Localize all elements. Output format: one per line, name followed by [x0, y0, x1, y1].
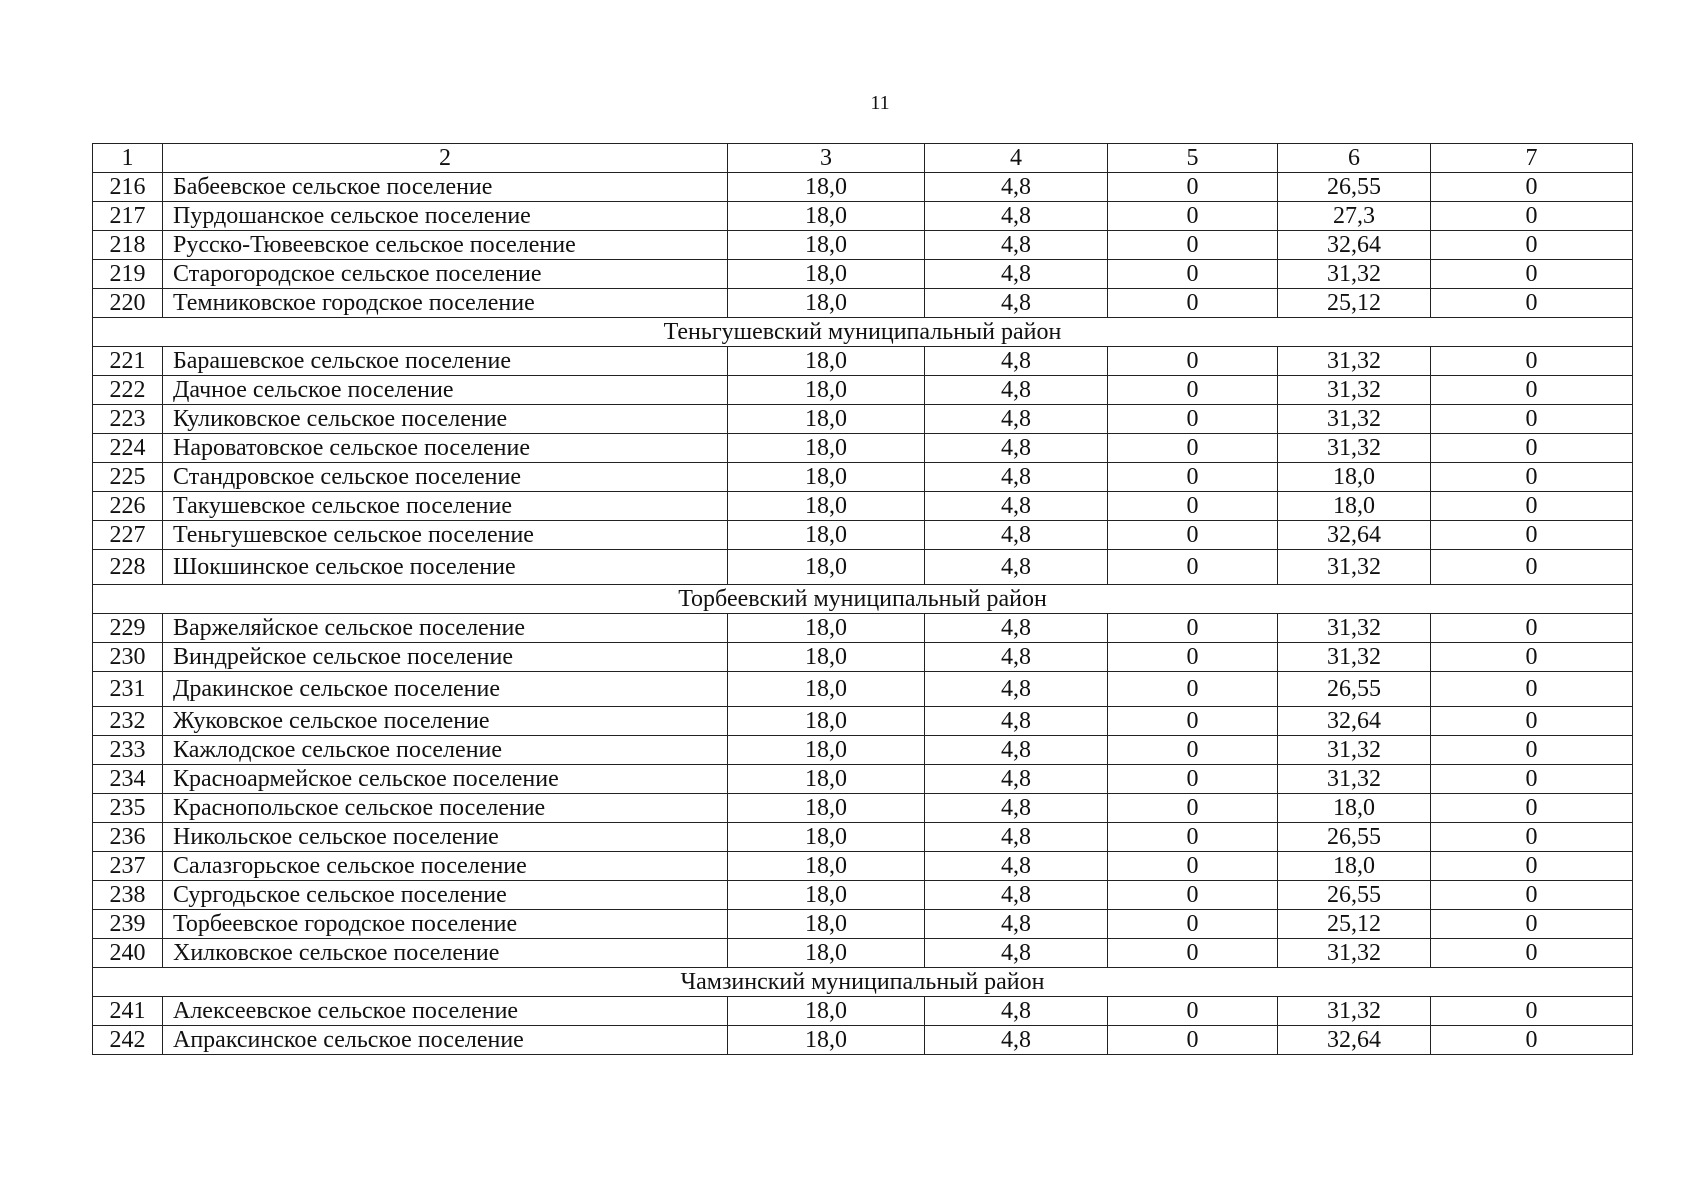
- value-cell-3: 18,0: [728, 173, 925, 202]
- value-cell-7: 0: [1431, 492, 1633, 521]
- value-cell-4: 4,8: [925, 852, 1108, 881]
- value-cell-7: 0: [1431, 231, 1633, 260]
- row-number-cell: 236: [93, 823, 163, 852]
- value-cell-7: 0: [1431, 881, 1633, 910]
- value-cell-5: 0: [1108, 1026, 1278, 1055]
- value-cell-6: 26,55: [1278, 881, 1431, 910]
- row-number-cell: 225: [93, 463, 163, 492]
- row-number-cell: 226: [93, 492, 163, 521]
- value-cell-6: 32,64: [1278, 707, 1431, 736]
- value-cell-7: 0: [1431, 434, 1633, 463]
- settlement-name-cell: Стандровское сельское поселение: [163, 463, 728, 492]
- value-cell-6: 26,55: [1278, 823, 1431, 852]
- header-cell: 6: [1278, 144, 1431, 173]
- value-cell-3: 18,0: [728, 997, 925, 1026]
- value-cell-5: 0: [1108, 492, 1278, 521]
- value-cell-3: 18,0: [728, 852, 925, 881]
- value-cell-5: 0: [1108, 376, 1278, 405]
- value-cell-4: 4,8: [925, 794, 1108, 823]
- value-cell-4: 4,8: [925, 173, 1108, 202]
- value-cell-4: 4,8: [925, 550, 1108, 585]
- table-row: [93, 997, 1633, 1026]
- district-row: [93, 968, 1633, 997]
- row-number-cell: 218: [93, 231, 163, 260]
- value-cell-3: 18,0: [728, 881, 925, 910]
- settlement-name-cell: Русско-Тювеевское сельское поселение: [163, 231, 728, 260]
- row-number-cell: 220: [93, 289, 163, 318]
- value-cell-3: 18,0: [728, 550, 925, 585]
- table-row: [93, 643, 1633, 672]
- table-row: [93, 765, 1633, 794]
- value-cell-5: 0: [1108, 852, 1278, 881]
- value-cell-5: 0: [1108, 260, 1278, 289]
- data-table: [92, 143, 1633, 1055]
- value-cell-7: 0: [1431, 823, 1633, 852]
- value-cell-7: 0: [1431, 1026, 1633, 1055]
- row-number-cell: 230: [93, 643, 163, 672]
- value-cell-3: 18,0: [728, 1026, 925, 1055]
- value-cell-6: 27,3: [1278, 202, 1431, 231]
- header-cell: 2: [163, 144, 728, 173]
- table-row: [93, 910, 1633, 939]
- value-cell-4: 4,8: [925, 289, 1108, 318]
- value-cell-6: 25,12: [1278, 289, 1431, 318]
- value-cell-6: 31,32: [1278, 765, 1431, 794]
- value-cell-7: 0: [1431, 939, 1633, 968]
- settlement-name-cell: Барашевское сельское поселение: [163, 347, 728, 376]
- value-cell-4: 4,8: [925, 707, 1108, 736]
- value-cell-7: 0: [1431, 202, 1633, 231]
- settlement-name-cell: Алексеевское сельское поселение: [163, 997, 728, 1026]
- table-row: [93, 881, 1633, 910]
- value-cell-4: 4,8: [925, 939, 1108, 968]
- row-number-cell: 222: [93, 376, 163, 405]
- value-cell-7: 0: [1431, 736, 1633, 765]
- value-cell-7: 0: [1431, 260, 1633, 289]
- value-cell-3: 18,0: [728, 910, 925, 939]
- value-cell-5: 0: [1108, 434, 1278, 463]
- value-cell-4: 4,8: [925, 376, 1108, 405]
- settlement-name-cell: Апраксинское сельское поселение: [163, 1026, 728, 1055]
- settlement-name-cell: Дачное сельское поселение: [163, 376, 728, 405]
- table-row: [93, 707, 1633, 736]
- district-row: [93, 318, 1633, 347]
- row-number-cell: 231: [93, 672, 163, 707]
- table-row: [93, 289, 1633, 318]
- value-cell-6: 31,32: [1278, 997, 1431, 1026]
- value-cell-5: 0: [1108, 707, 1278, 736]
- row-number-cell: 233: [93, 736, 163, 765]
- value-cell-7: 0: [1431, 765, 1633, 794]
- row-number-cell: 241: [93, 997, 163, 1026]
- value-cell-6: 18,0: [1278, 852, 1431, 881]
- table-row: [93, 231, 1633, 260]
- value-cell-5: 0: [1108, 550, 1278, 585]
- value-cell-3: 18,0: [728, 376, 925, 405]
- header-cell: 4: [925, 144, 1108, 173]
- row-number-cell: 223: [93, 405, 163, 434]
- value-cell-4: 4,8: [925, 231, 1108, 260]
- row-number-cell: 219: [93, 260, 163, 289]
- value-cell-7: 0: [1431, 521, 1633, 550]
- table-row: [93, 939, 1633, 968]
- page-number: 11: [870, 92, 890, 114]
- header-row: [93, 144, 1633, 173]
- value-cell-7: 0: [1431, 347, 1633, 376]
- value-cell-6: 32,64: [1278, 521, 1431, 550]
- value-cell-5: 0: [1108, 347, 1278, 376]
- value-cell-5: 0: [1108, 173, 1278, 202]
- value-cell-7: 0: [1431, 794, 1633, 823]
- header-cell: 7: [1431, 144, 1633, 173]
- value-cell-5: 0: [1108, 231, 1278, 260]
- row-number-cell: 228: [93, 550, 163, 585]
- value-cell-6: 31,32: [1278, 939, 1431, 968]
- row-number-cell: 232: [93, 707, 163, 736]
- value-cell-6: 31,32: [1278, 643, 1431, 672]
- table-row: [93, 672, 1633, 707]
- value-cell-3: 18,0: [728, 823, 925, 852]
- value-cell-7: 0: [1431, 997, 1633, 1026]
- value-cell-4: 4,8: [925, 910, 1108, 939]
- table-row: [93, 736, 1633, 765]
- value-cell-3: 18,0: [728, 405, 925, 434]
- settlement-name-cell: Бабеевское сельское поселение: [163, 173, 728, 202]
- row-number-cell: 216: [93, 173, 163, 202]
- row-number-cell: 238: [93, 881, 163, 910]
- value-cell-6: 31,32: [1278, 614, 1431, 643]
- row-number-cell: 229: [93, 614, 163, 643]
- value-cell-6: 31,32: [1278, 260, 1431, 289]
- value-cell-7: 0: [1431, 173, 1633, 202]
- table-row: [93, 614, 1633, 643]
- value-cell-4: 4,8: [925, 463, 1108, 492]
- value-cell-6: 31,32: [1278, 405, 1431, 434]
- value-cell-5: 0: [1108, 614, 1278, 643]
- table-row: [93, 260, 1633, 289]
- value-cell-4: 4,8: [925, 492, 1108, 521]
- settlement-name-cell: Старогородское сельское поселение: [163, 260, 728, 289]
- settlement-name-cell: Виндрейское сельское поселение: [163, 643, 728, 672]
- table-row: [93, 463, 1633, 492]
- value-cell-6: 31,32: [1278, 434, 1431, 463]
- settlement-name-cell: Красноармейское сельское поселение: [163, 765, 728, 794]
- table-row: [93, 852, 1633, 881]
- value-cell-3: 18,0: [728, 434, 925, 463]
- table-row: [93, 202, 1633, 231]
- value-cell-7: 0: [1431, 550, 1633, 585]
- value-cell-5: 0: [1108, 672, 1278, 707]
- settlement-name-cell: Краснопольское сельское поселение: [163, 794, 728, 823]
- row-number-cell: 227: [93, 521, 163, 550]
- row-number-cell: 235: [93, 794, 163, 823]
- value-cell-6: 18,0: [1278, 463, 1431, 492]
- value-cell-7: 0: [1431, 852, 1633, 881]
- row-number-cell: 237: [93, 852, 163, 881]
- value-cell-3: 18,0: [728, 202, 925, 231]
- settlement-name-cell: Жуковское сельское поселение: [163, 707, 728, 736]
- table-row: [93, 794, 1633, 823]
- value-cell-4: 4,8: [925, 765, 1108, 794]
- value-cell-6: 18,0: [1278, 794, 1431, 823]
- value-cell-6: 25,12: [1278, 910, 1431, 939]
- settlement-name-cell: Дракинское сельское поселение: [163, 672, 728, 707]
- value-cell-4: 4,8: [925, 672, 1108, 707]
- value-cell-3: 18,0: [728, 521, 925, 550]
- settlement-name-cell: Теньгушевское сельское поселение: [163, 521, 728, 550]
- value-cell-6: 31,32: [1278, 736, 1431, 765]
- value-cell-3: 18,0: [728, 231, 925, 260]
- value-cell-5: 0: [1108, 521, 1278, 550]
- value-cell-3: 18,0: [728, 347, 925, 376]
- table-row: [93, 550, 1633, 585]
- value-cell-5: 0: [1108, 939, 1278, 968]
- value-cell-3: 18,0: [728, 672, 925, 707]
- value-cell-5: 0: [1108, 463, 1278, 492]
- district-title: Теньгушевский муниципальный район: [93, 318, 1633, 347]
- value-cell-4: 4,8: [925, 643, 1108, 672]
- table-row: [93, 434, 1633, 463]
- settlement-name-cell: Варжеляйское сельское поселение: [163, 614, 728, 643]
- value-cell-7: 0: [1431, 463, 1633, 492]
- value-cell-3: 18,0: [728, 794, 925, 823]
- value-cell-5: 0: [1108, 823, 1278, 852]
- value-cell-4: 4,8: [925, 823, 1108, 852]
- value-cell-6: 31,32: [1278, 550, 1431, 585]
- table-row: [93, 521, 1633, 550]
- value-cell-7: 0: [1431, 614, 1633, 643]
- value-cell-7: 0: [1431, 376, 1633, 405]
- row-number-cell: 240: [93, 939, 163, 968]
- settlement-name-cell: Куликовское сельское поселение: [163, 405, 728, 434]
- value-cell-4: 4,8: [925, 347, 1108, 376]
- table-row: [93, 823, 1633, 852]
- value-cell-5: 0: [1108, 794, 1278, 823]
- value-cell-6: 18,0: [1278, 492, 1431, 521]
- district-title: Торбеевский муниципальный район: [93, 585, 1633, 614]
- header-cell: 5: [1108, 144, 1278, 173]
- value-cell-4: 4,8: [925, 405, 1108, 434]
- value-cell-4: 4,8: [925, 521, 1108, 550]
- value-cell-3: 18,0: [728, 736, 925, 765]
- table-row: [93, 405, 1633, 434]
- value-cell-4: 4,8: [925, 260, 1108, 289]
- header-cell: 3: [728, 144, 925, 173]
- settlement-name-cell: Такушевское сельское поселение: [163, 492, 728, 521]
- row-number-cell: 242: [93, 1026, 163, 1055]
- value-cell-6: 31,32: [1278, 376, 1431, 405]
- value-cell-4: 4,8: [925, 614, 1108, 643]
- table-row: [93, 492, 1633, 521]
- settlement-name-cell: Шокшинское сельское поселение: [163, 550, 728, 585]
- value-cell-6: 26,55: [1278, 672, 1431, 707]
- value-cell-4: 4,8: [925, 881, 1108, 910]
- value-cell-5: 0: [1108, 202, 1278, 231]
- row-number-cell: 234: [93, 765, 163, 794]
- table-row: [93, 1026, 1633, 1055]
- value-cell-3: 18,0: [728, 643, 925, 672]
- settlement-name-cell: Сургодьское сельское поселение: [163, 881, 728, 910]
- settlement-name-cell: Темниковское городское поселение: [163, 289, 728, 318]
- settlement-name-cell: Нароватовское сельское поселение: [163, 434, 728, 463]
- district-title: Чамзинский муниципальный район: [93, 968, 1633, 997]
- value-cell-3: 18,0: [728, 614, 925, 643]
- value-cell-4: 4,8: [925, 736, 1108, 765]
- settlement-name-cell: Никольское сельское поселение: [163, 823, 728, 852]
- value-cell-7: 0: [1431, 289, 1633, 318]
- settlement-name-cell: Торбеевское городское поселение: [163, 910, 728, 939]
- value-cell-5: 0: [1108, 405, 1278, 434]
- table-body: [93, 144, 1633, 1055]
- value-cell-5: 0: [1108, 765, 1278, 794]
- value-cell-3: 18,0: [728, 939, 925, 968]
- value-cell-6: 26,55: [1278, 173, 1431, 202]
- value-cell-7: 0: [1431, 910, 1633, 939]
- row-number-cell: 221: [93, 347, 163, 376]
- value-cell-5: 0: [1108, 289, 1278, 318]
- value-cell-4: 4,8: [925, 202, 1108, 231]
- value-cell-3: 18,0: [728, 492, 925, 521]
- value-cell-7: 0: [1431, 707, 1633, 736]
- value-cell-5: 0: [1108, 997, 1278, 1026]
- district-row: [93, 585, 1633, 614]
- value-cell-3: 18,0: [728, 260, 925, 289]
- value-cell-4: 4,8: [925, 997, 1108, 1026]
- row-number-cell: 224: [93, 434, 163, 463]
- table-row: [93, 347, 1633, 376]
- row-number-cell: 239: [93, 910, 163, 939]
- value-cell-5: 0: [1108, 910, 1278, 939]
- row-number-cell: 217: [93, 202, 163, 231]
- value-cell-3: 18,0: [728, 463, 925, 492]
- value-cell-7: 0: [1431, 405, 1633, 434]
- value-cell-5: 0: [1108, 881, 1278, 910]
- settlement-name-cell: Пурдошанское сельское поселение: [163, 202, 728, 231]
- value-cell-6: 32,64: [1278, 1026, 1431, 1055]
- value-cell-3: 18,0: [728, 289, 925, 318]
- table-row: [93, 376, 1633, 405]
- value-cell-4: 4,8: [925, 1026, 1108, 1055]
- value-cell-7: 0: [1431, 672, 1633, 707]
- settlement-name-cell: Салазгорьское сельское поселение: [163, 852, 728, 881]
- value-cell-3: 18,0: [728, 707, 925, 736]
- value-cell-5: 0: [1108, 736, 1278, 765]
- table-row: [93, 173, 1633, 202]
- value-cell-6: 31,32: [1278, 347, 1431, 376]
- value-cell-4: 4,8: [925, 434, 1108, 463]
- value-cell-7: 0: [1431, 643, 1633, 672]
- settlement-name-cell: Хилковское сельское поселение: [163, 939, 728, 968]
- value-cell-3: 18,0: [728, 765, 925, 794]
- header-cell: 1: [93, 144, 163, 173]
- settlement-name-cell: Кажлодское сельское поселение: [163, 736, 728, 765]
- value-cell-5: 0: [1108, 643, 1278, 672]
- value-cell-6: 32,64: [1278, 231, 1431, 260]
